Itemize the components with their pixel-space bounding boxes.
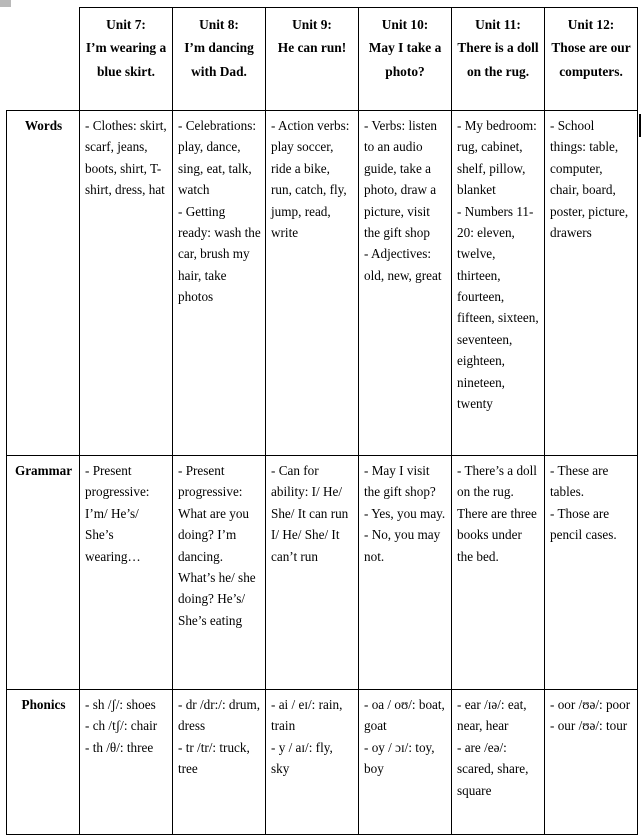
cell-words-unit-11 — [452, 111, 545, 456]
unit-title-11: There is a doll on the rug. — [457, 40, 539, 79]
cell-line: - Those are pencil cases. — [550, 505, 617, 543]
cell-phonics-unit-12 — [545, 690, 638, 835]
text-caret-artifact — [639, 114, 641, 137]
cell-line: - These are tables. — [550, 463, 609, 500]
cell-words-unit-8 — [173, 111, 266, 456]
cell-line: - Adjectives: old, new, great — [364, 246, 442, 283]
cell-grammar-unit-10 — [359, 456, 452, 690]
cell-line: - Getting ready: wash the car, brush my hair, take photos — [178, 203, 261, 304]
column-header-unit-11 — [452, 8, 545, 111]
row-label-phonics: Phonics — [7, 690, 80, 835]
cell-line: - There’s a doll on the rug. There are three books under the bed. — [457, 463, 537, 564]
unit-title-8: I’m dancing with Dad. — [184, 40, 254, 79]
cell-line: - Action verbs: play soccer, ride a bike, run, catch, fly, jump, read, write — [271, 118, 350, 240]
column-header-unit-12 — [545, 8, 638, 111]
table-row-phonics — [7, 690, 638, 835]
units-summary-table — [6, 7, 638, 835]
cell-words-unit-7 — [80, 111, 173, 456]
summary-table-container — [6, 7, 637, 835]
unit-title-7: I’m wearing a blue skirt. — [85, 40, 167, 79]
cell-grammar-unit-7 — [80, 456, 173, 690]
cell-grammar-unit-8 — [173, 456, 266, 690]
column-header-unit-10 — [359, 8, 452, 111]
cell-line: - Can for ability: I/ He/ She/ It can run I/ He/ She/ It can’t run — [271, 463, 349, 564]
cell-line: - y / aɪ/: fly, sky — [271, 739, 333, 777]
cell-line: - th /θ/: three — [85, 739, 154, 755]
cell-line: - dr /dr:/: drum, dress — [178, 697, 261, 734]
unit-number-9: Unit 9: — [292, 17, 332, 32]
cell-line: - Celebrations: play, dance, sing, eat, talk, watch — [178, 118, 257, 198]
cell-line: - sh /ʃ/: shoes — [85, 697, 156, 712]
cell-line: - My bedroom: rug, cabinet, shelf, pillow, blanket — [457, 118, 537, 198]
cell-line: - our /ʊə/: tour — [550, 718, 628, 734]
cell-line: - Present progressive: What are you doing? I’m dancing. What’s he/ she doing? He’s/ She’s eating — [178, 463, 256, 628]
unit-title-9: He can run! — [277, 40, 347, 56]
unit-number-12: Unit 12: — [567, 17, 615, 32]
unit-number-11: Unit 11: — [475, 17, 521, 32]
cell-line: - No, you may not. — [364, 527, 441, 564]
table-corner-cell — [7, 8, 80, 111]
scan-artifact-top-left — [0, 0, 11, 7]
cell-line: - School things: table, computer, chair, board, poster, picture, drawers — [550, 118, 629, 240]
cell-line: - oy / ɔɪ/: toy, boy — [364, 739, 435, 777]
cell-line: - ear /ɪə/: eat, near, hear — [457, 697, 527, 734]
unit-title-12: Those are our computers. — [551, 40, 631, 79]
table-header-row — [7, 8, 638, 111]
cell-line: - Verbs: listen to an audio guide, take a photo, draw a picture, visit the gift shop — [364, 118, 438, 240]
cell-phonics-unit-8 — [173, 690, 266, 835]
row-label-grammar: Grammar — [7, 456, 80, 690]
unit-number-10: Unit 10: — [381, 17, 429, 32]
unit-title-10: May I take a photo? — [368, 40, 442, 79]
cell-phonics-unit-7 — [80, 690, 173, 835]
cell-grammar-unit-12 — [545, 456, 638, 690]
cell-line: - oor /ʊə/: poor — [550, 697, 631, 712]
unit-number-7: Unit 7: — [106, 17, 146, 32]
cell-words-unit-12 — [545, 111, 638, 456]
cell-phonics-unit-9 — [266, 690, 359, 835]
cell-line: - May I visit the gift shop? — [364, 463, 436, 500]
cell-line: - oa / oʊ/: boat, goat — [364, 697, 445, 734]
table-row-words — [7, 111, 638, 456]
cell-phonics-unit-10 — [359, 690, 452, 835]
cell-line: - Clothes: skirt, scarf, jeans, boots, shirt, T-shirt, dress, hat — [85, 118, 167, 198]
cell-phonics-unit-11 — [452, 690, 545, 835]
unit-number-8: Unit 8: — [199, 17, 239, 32]
cell-line: - Present progressive: I’m/ He’s/ She’s wearing… — [85, 463, 150, 564]
cell-line: - ai / eɪ/: rain, train — [271, 697, 343, 734]
column-header-unit-9 — [266, 8, 359, 111]
cell-grammar-unit-11 — [452, 456, 545, 690]
cell-words-unit-9 — [266, 111, 359, 456]
cell-words-unit-10 — [359, 111, 452, 456]
column-header-unit-8 — [173, 8, 266, 111]
column-header-unit-7 — [80, 8, 173, 111]
cell-line: - Yes, you may. — [364, 505, 446, 521]
cell-line: - tr /tr/: truck, tree — [178, 739, 250, 777]
table-row-grammar — [7, 456, 638, 690]
cell-line: - are /eə/: scared, share, square — [457, 739, 529, 798]
cell-line: - Numbers 11-20: eleven, twelve, thirteen, fourteen, fifteen, sixteen, seventeen, eighteen, nineteen, twenty — [457, 203, 539, 411]
cell-grammar-unit-9 — [266, 456, 359, 690]
cell-line: - ch /tʃ/: chair — [85, 718, 158, 734]
row-label-words: Words — [7, 111, 80, 456]
